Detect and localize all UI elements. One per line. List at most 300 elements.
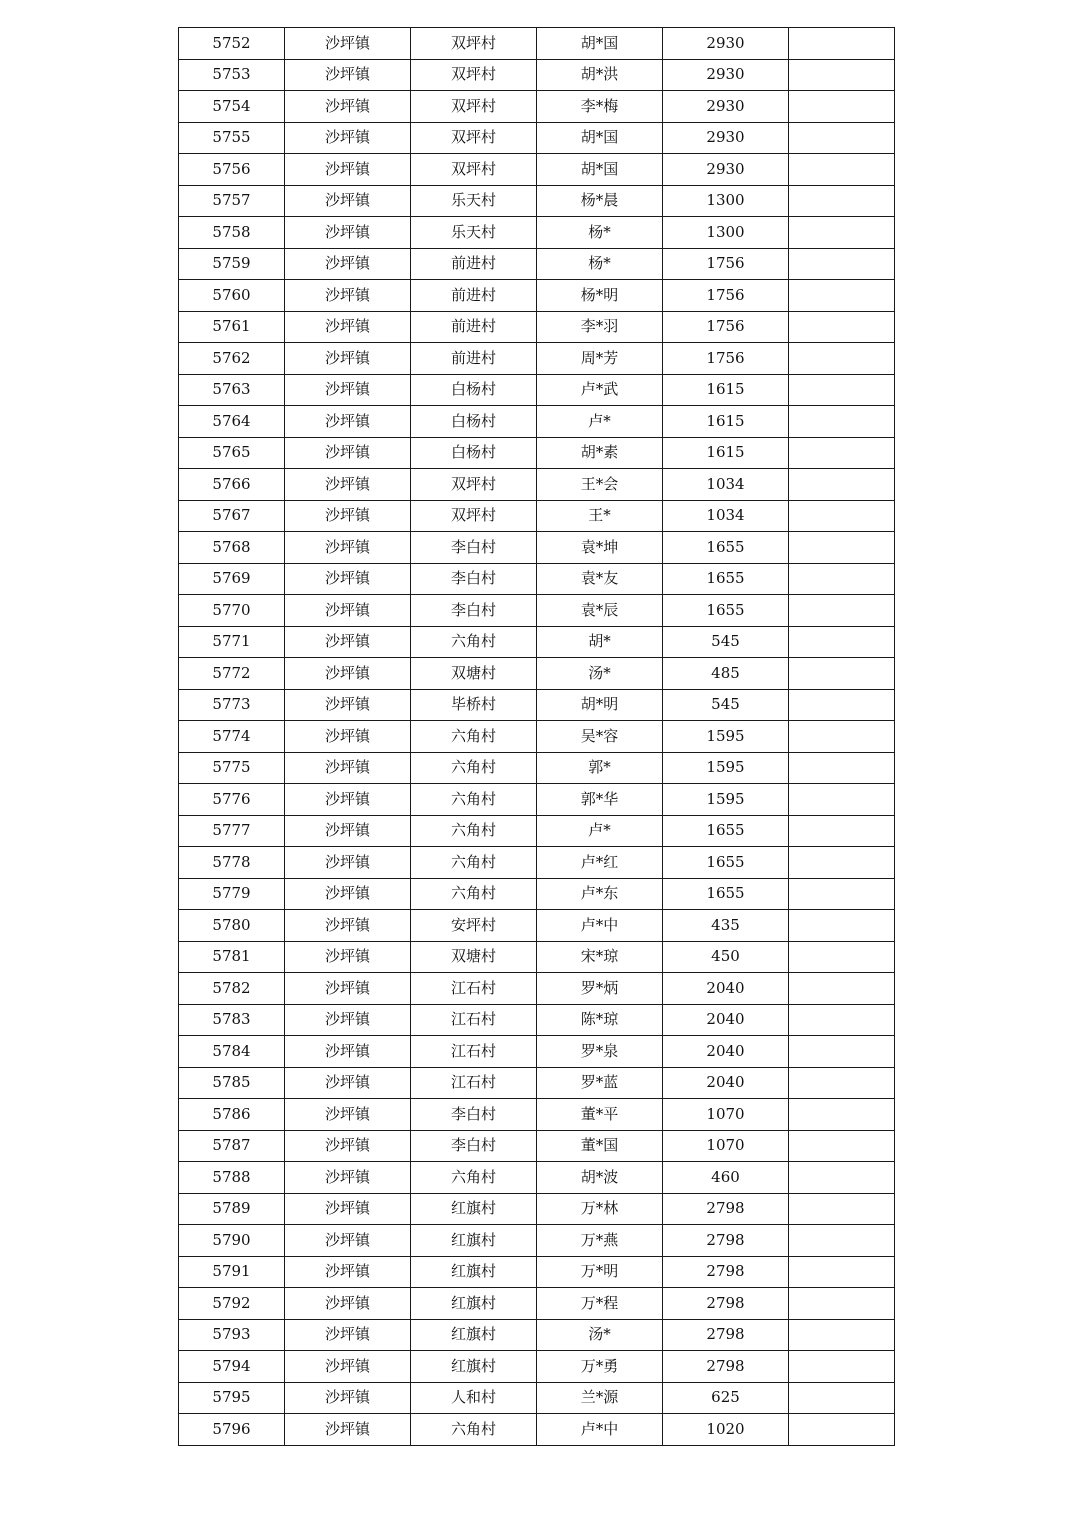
amount-cell: 1756 [663,280,789,312]
town-cell: 沙坪镇 [285,1382,411,1414]
note-cell [789,941,895,973]
village-cell: 红旗村 [411,1256,537,1288]
note-cell [789,1414,895,1446]
table-row [179,217,895,249]
name-cell: 胡*国 [537,28,663,60]
row-number-cell: 5754 [179,91,285,123]
name-cell: 卢*红 [537,847,663,879]
name-cell: 汤* [537,1319,663,1351]
name-cell: 汤* [537,658,663,690]
village-cell: 前进村 [411,248,537,280]
row-number-cell: 5790 [179,1225,285,1257]
name-cell: 万*明 [537,1256,663,1288]
amount-cell: 1655 [663,563,789,595]
village-cell: 双坪村 [411,28,537,60]
note-cell [789,406,895,438]
village-cell: 前进村 [411,343,537,375]
table-row [179,1036,895,1068]
amount-cell: 1020 [663,1414,789,1446]
table-row [179,532,895,564]
amount-cell: 1595 [663,752,789,784]
table-row [179,910,895,942]
table-row [179,1414,895,1446]
town-cell: 沙坪镇 [285,847,411,879]
name-cell: 吴*容 [537,721,663,753]
note-cell [789,1256,895,1288]
name-cell: 万*程 [537,1288,663,1320]
amount-cell: 1034 [663,500,789,532]
amount-cell: 1070 [663,1130,789,1162]
row-number-cell: 5766 [179,469,285,501]
name-cell: 董*平 [537,1099,663,1131]
amount-cell: 2040 [663,973,789,1005]
name-cell: 杨* [537,217,663,249]
table-row [179,847,895,879]
town-cell: 沙坪镇 [285,374,411,406]
row-number-cell: 5779 [179,878,285,910]
name-cell: 杨*晨 [537,185,663,217]
note-cell [789,343,895,375]
table-row [179,878,895,910]
row-number-cell: 5762 [179,343,285,375]
row-number-cell: 5764 [179,406,285,438]
table-row [179,469,895,501]
row-number-cell: 5768 [179,532,285,564]
row-number-cell: 5771 [179,626,285,658]
village-cell: 江石村 [411,973,537,1005]
name-cell: 胡*波 [537,1162,663,1194]
note-cell [789,185,895,217]
town-cell: 沙坪镇 [285,1351,411,1383]
amount-cell: 1615 [663,406,789,438]
town-cell: 沙坪镇 [285,1036,411,1068]
village-cell: 六角村 [411,721,537,753]
note-cell [789,500,895,532]
note-cell [789,1382,895,1414]
village-cell: 前进村 [411,280,537,312]
village-cell: 双坪村 [411,154,537,186]
name-cell: 郭* [537,752,663,784]
row-number-cell: 5758 [179,217,285,249]
name-cell: 李*羽 [537,311,663,343]
note-cell [789,59,895,91]
note-cell [789,374,895,406]
name-cell: 胡*国 [537,122,663,154]
town-cell: 沙坪镇 [285,910,411,942]
row-number-cell: 5773 [179,689,285,721]
note-cell [789,1099,895,1131]
village-cell: 江石村 [411,1067,537,1099]
note-cell [789,847,895,879]
note-cell [789,658,895,690]
table-row [179,343,895,375]
row-number-cell: 5770 [179,595,285,627]
village-cell: 双坪村 [411,91,537,123]
amount-cell: 2040 [663,1036,789,1068]
town-cell: 沙坪镇 [285,689,411,721]
village-cell: 双坪村 [411,500,537,532]
table-row [179,154,895,186]
note-cell [789,1225,895,1257]
town-cell: 沙坪镇 [285,248,411,280]
amount-cell: 1615 [663,374,789,406]
amount-cell: 1655 [663,815,789,847]
row-number-cell: 5752 [179,28,285,60]
row-number-cell: 5780 [179,910,285,942]
note-cell [789,1351,895,1383]
amount-cell: 1756 [663,343,789,375]
note-cell [789,626,895,658]
table-body [179,28,895,1446]
amount-cell: 2798 [663,1288,789,1320]
note-cell [789,1288,895,1320]
name-cell: 袁*友 [537,563,663,595]
town-cell: 沙坪镇 [285,1288,411,1320]
town-cell: 沙坪镇 [285,154,411,186]
amount-cell: 2930 [663,122,789,154]
town-cell: 沙坪镇 [285,311,411,343]
village-cell: 前进村 [411,311,537,343]
row-number-cell: 5778 [179,847,285,879]
row-number-cell: 5783 [179,1004,285,1036]
note-cell [789,1036,895,1068]
name-cell: 卢*东 [537,878,663,910]
amount-cell: 1034 [663,469,789,501]
name-cell: 袁*辰 [537,595,663,627]
amount-cell: 545 [663,689,789,721]
row-number-cell: 5765 [179,437,285,469]
amount-cell: 1595 [663,784,789,816]
row-number-cell: 5789 [179,1193,285,1225]
note-cell [789,595,895,627]
amount-cell: 2040 [663,1004,789,1036]
town-cell: 沙坪镇 [285,595,411,627]
village-cell: 双塘村 [411,941,537,973]
village-cell: 人和村 [411,1382,537,1414]
row-number-cell: 5796 [179,1414,285,1446]
table-row [179,689,895,721]
table-row [179,815,895,847]
note-cell [789,752,895,784]
name-cell: 胡*国 [537,154,663,186]
name-cell: 杨* [537,248,663,280]
town-cell: 沙坪镇 [285,815,411,847]
name-cell: 卢*中 [537,1414,663,1446]
town-cell: 沙坪镇 [285,721,411,753]
amount-cell: 450 [663,941,789,973]
amount-cell: 1756 [663,311,789,343]
row-number-cell: 5761 [179,311,285,343]
note-cell [789,878,895,910]
town-cell: 沙坪镇 [285,1414,411,1446]
table-row [179,91,895,123]
data-table [178,27,895,1446]
amount-cell: 485 [663,658,789,690]
note-cell [789,248,895,280]
amount-cell: 625 [663,1382,789,1414]
village-cell: 六角村 [411,752,537,784]
village-cell: 李白村 [411,1099,537,1131]
name-cell: 周*芳 [537,343,663,375]
note-cell [789,784,895,816]
amount-cell: 2040 [663,1067,789,1099]
note-cell [789,1193,895,1225]
amount-cell: 1756 [663,248,789,280]
town-cell: 沙坪镇 [285,28,411,60]
village-cell: 乐天村 [411,185,537,217]
note-cell [789,1130,895,1162]
amount-cell: 1655 [663,878,789,910]
town-cell: 沙坪镇 [285,973,411,1005]
village-cell: 六角村 [411,847,537,879]
note-cell [789,721,895,753]
amount-cell: 460 [663,1162,789,1194]
town-cell: 沙坪镇 [285,406,411,438]
row-number-cell: 5775 [179,752,285,784]
note-cell [789,217,895,249]
row-number-cell: 5793 [179,1319,285,1351]
name-cell: 杨*明 [537,280,663,312]
note-cell [789,91,895,123]
village-cell: 红旗村 [411,1319,537,1351]
village-cell: 红旗村 [411,1193,537,1225]
village-cell: 六角村 [411,878,537,910]
row-number-cell: 5772 [179,658,285,690]
name-cell: 郭*华 [537,784,663,816]
amount-cell: 1300 [663,217,789,249]
table-row [179,595,895,627]
amount-cell: 2798 [663,1256,789,1288]
amount-cell: 1595 [663,721,789,753]
name-cell: 李*梅 [537,91,663,123]
town-cell: 沙坪镇 [285,1162,411,1194]
amount-cell: 2930 [663,28,789,60]
name-cell: 兰*源 [537,1382,663,1414]
name-cell: 万*燕 [537,1225,663,1257]
row-number-cell: 5795 [179,1382,285,1414]
name-cell: 胡*洪 [537,59,663,91]
amount-cell: 2930 [663,59,789,91]
town-cell: 沙坪镇 [285,91,411,123]
row-number-cell: 5763 [179,374,285,406]
table-row [179,784,895,816]
village-cell: 双塘村 [411,658,537,690]
note-cell [789,1162,895,1194]
table-row [179,248,895,280]
note-cell [789,437,895,469]
table-row [179,658,895,690]
name-cell: 董*国 [537,1130,663,1162]
row-number-cell: 5759 [179,248,285,280]
name-cell: 罗*炳 [537,973,663,1005]
town-cell: 沙坪镇 [285,59,411,91]
village-cell: 六角村 [411,1162,537,1194]
row-number-cell: 5792 [179,1288,285,1320]
table-row [179,941,895,973]
name-cell: 罗*泉 [537,1036,663,1068]
town-cell: 沙坪镇 [285,626,411,658]
name-cell: 卢*武 [537,374,663,406]
amount-cell: 2930 [663,91,789,123]
amount-cell: 2798 [663,1319,789,1351]
row-number-cell: 5767 [179,500,285,532]
amount-cell: 1655 [663,847,789,879]
village-cell: 红旗村 [411,1225,537,1257]
town-cell: 沙坪镇 [285,1319,411,1351]
table-row [179,1099,895,1131]
row-number-cell: 5786 [179,1099,285,1131]
row-number-cell: 5782 [179,973,285,1005]
table-row [179,1067,895,1099]
town-cell: 沙坪镇 [285,878,411,910]
table-row [179,311,895,343]
village-cell: 李白村 [411,532,537,564]
table-row [179,1193,895,1225]
table-row [179,1130,895,1162]
row-number-cell: 5781 [179,941,285,973]
amount-cell: 1655 [663,532,789,564]
town-cell: 沙坪镇 [285,1067,411,1099]
amount-cell: 435 [663,910,789,942]
village-cell: 安坪村 [411,910,537,942]
town-cell: 沙坪镇 [285,122,411,154]
town-cell: 沙坪镇 [285,1193,411,1225]
town-cell: 沙坪镇 [285,185,411,217]
row-number-cell: 5784 [179,1036,285,1068]
row-number-cell: 5760 [179,280,285,312]
table-row [179,1162,895,1194]
table-row [179,122,895,154]
amount-cell: 2930 [663,154,789,186]
table-row [179,1351,895,1383]
table-row [179,406,895,438]
row-number-cell: 5776 [179,784,285,816]
note-cell [789,280,895,312]
village-cell: 白杨村 [411,374,537,406]
row-number-cell: 5788 [179,1162,285,1194]
table-row [179,973,895,1005]
row-number-cell: 5777 [179,815,285,847]
amount-cell: 1615 [663,437,789,469]
village-cell: 江石村 [411,1004,537,1036]
name-cell: 王*会 [537,469,663,501]
town-cell: 沙坪镇 [285,469,411,501]
village-cell: 白杨村 [411,406,537,438]
table-row [179,437,895,469]
row-number-cell: 5791 [179,1256,285,1288]
village-cell: 毕桥村 [411,689,537,721]
table-row [179,280,895,312]
amount-cell: 2798 [663,1193,789,1225]
village-cell: 江石村 [411,1036,537,1068]
table-row [179,626,895,658]
village-cell: 双坪村 [411,59,537,91]
name-cell: 宋*琼 [537,941,663,973]
village-cell: 六角村 [411,626,537,658]
town-cell: 沙坪镇 [285,784,411,816]
table-row [179,185,895,217]
town-cell: 沙坪镇 [285,217,411,249]
town-cell: 沙坪镇 [285,658,411,690]
name-cell: 罗*蓝 [537,1067,663,1099]
town-cell: 沙坪镇 [285,532,411,564]
town-cell: 沙坪镇 [285,941,411,973]
note-cell [789,311,895,343]
town-cell: 沙坪镇 [285,280,411,312]
name-cell: 卢*中 [537,910,663,942]
table-row [179,1319,895,1351]
name-cell: 卢* [537,815,663,847]
row-number-cell: 5753 [179,59,285,91]
village-cell: 双坪村 [411,122,537,154]
name-cell: 胡*素 [537,437,663,469]
note-cell [789,1067,895,1099]
row-number-cell: 5774 [179,721,285,753]
name-cell: 万*勇 [537,1351,663,1383]
village-cell: 乐天村 [411,217,537,249]
town-cell: 沙坪镇 [285,563,411,595]
amount-cell: 1300 [663,185,789,217]
table-row [179,1256,895,1288]
row-number-cell: 5785 [179,1067,285,1099]
name-cell: 王* [537,500,663,532]
note-cell [789,154,895,186]
village-cell: 六角村 [411,815,537,847]
name-cell: 胡* [537,626,663,658]
row-number-cell: 5757 [179,185,285,217]
town-cell: 沙坪镇 [285,1225,411,1257]
name-cell: 袁*坤 [537,532,663,564]
village-cell: 红旗村 [411,1351,537,1383]
table-row [179,752,895,784]
note-cell [789,28,895,60]
village-cell: 李白村 [411,563,537,595]
table-row [179,500,895,532]
village-cell: 六角村 [411,784,537,816]
note-cell [789,532,895,564]
table-row [179,721,895,753]
table-row [179,1288,895,1320]
town-cell: 沙坪镇 [285,343,411,375]
note-cell [789,1004,895,1036]
name-cell: 万*林 [537,1193,663,1225]
table-row [179,374,895,406]
row-number-cell: 5787 [179,1130,285,1162]
note-cell [789,973,895,1005]
name-cell: 胡*明 [537,689,663,721]
row-number-cell: 5769 [179,563,285,595]
village-cell: 李白村 [411,595,537,627]
row-number-cell: 5755 [179,122,285,154]
note-cell [789,122,895,154]
table-row [179,1225,895,1257]
note-cell [789,815,895,847]
town-cell: 沙坪镇 [285,1130,411,1162]
town-cell: 沙坪镇 [285,1004,411,1036]
table-row [179,1004,895,1036]
note-cell [789,563,895,595]
amount-cell: 2798 [663,1351,789,1383]
village-cell: 红旗村 [411,1288,537,1320]
note-cell [789,1319,895,1351]
note-cell [789,689,895,721]
town-cell: 沙坪镇 [285,437,411,469]
note-cell [789,910,895,942]
row-number-cell: 5756 [179,154,285,186]
town-cell: 沙坪镇 [285,1256,411,1288]
row-number-cell: 5794 [179,1351,285,1383]
table-row [179,59,895,91]
